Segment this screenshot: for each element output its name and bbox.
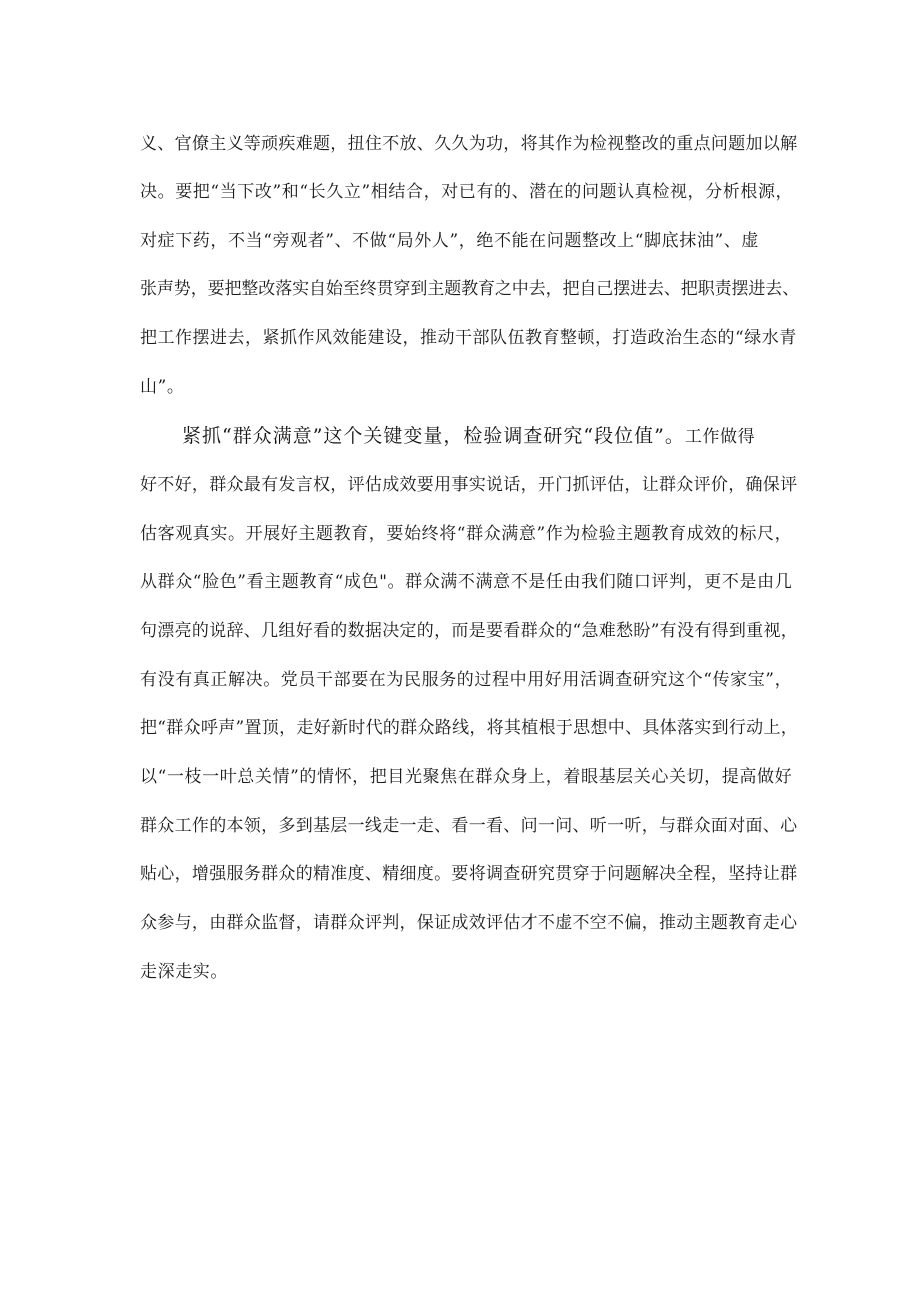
paragraph-2-heading: 紧抓“群众满意”这个关键变量，检验调查研究“段位值”。 — [182, 425, 685, 447]
paragraph-2-line-5: 有没有真正解决。党员干部要在为民服务的过程中用好用活调查研究这个“传家宝”， — [140, 670, 793, 690]
paragraph-2-heading-tail: 工作做得 — [684, 427, 756, 447]
paragraph-2-line-7: 以“一枝一叶总关情”的情怀，把目光聚焦在群众身上，着眼基层关心关切，提高做好 — [140, 767, 793, 787]
paragraph-2-line-1: 好不好，群众最有发言权，评估成效要用事实说话，开门抓评估，让群众评价，确保评 — [140, 475, 798, 495]
paragraph-2-line-6: 把“群众呼声”置顶，走好新时代的群众路线，将其植根于思想中、具体落实到行动上， — [140, 718, 799, 738]
paragraph-2-line-11: 走深走实。 — [140, 962, 228, 982]
paragraph-1-line-2: 决。要把“当下改”和“长久立”相结合，对已有的、潜在的问题认真检视，分析根源， — [140, 182, 794, 202]
paragraph-1-line-6: 山”。 — [140, 377, 185, 397]
paragraph-1-line-1: 义、官僚主义等顽疾难题，扭住不放、久久为功，将其作为检视整改的重点问题加以解 — [140, 134, 798, 154]
paragraph-2-line-3: 从群众“脸色”看主题教育“成色"。群众满不满意不是任由我们随口评判，更不是由几 — [140, 572, 793, 592]
paragraph-2-line-9: 贴心，增强服务群众的精准度、精细度。要将调查研究贯穿于问题解决全程，坚持让群 — [140, 864, 798, 884]
paragraph-2-line-2: 估客观真实。开展好主题教育，要始终将“群众满意”作为检验主题教育成效的标尺， — [140, 524, 793, 544]
paragraph-2-line-4: 句漂亮的说辞、几组好看的数据决定的，而是要看群众的“急难愁盼”有没有得到重视， — [140, 621, 799, 641]
paragraph-1-line-5: 把工作摆进去，紧抓作风效能建设，推动干部队伍教育整顿，打造政治生态的“绿水青 — [140, 328, 797, 348]
paragraph-2-line-8: 群众工作的本领，多到基层一线走一走、看一看、问一问、听一听，与群众面对面、心 — [140, 816, 798, 836]
paragraph-1-line-3: 对症下药，不当“旁观者”、不做“局外人”，绝不能在问题整改上“脚底抹油”、虚 — [140, 231, 759, 251]
paragraph-1-line-4: 张声势，要把整改落实自始至终贯穿到主题教育之中去，把自己摆进去、把职责摆进去、 — [140, 279, 800, 299]
paragraph-2-heading-line — [182, 425, 755, 448]
paragraph-2-line-10: 众参与，由群众监督，请群众评判，保证成效评估才不虚不空不偏，推动主题教育走心 — [140, 913, 798, 933]
